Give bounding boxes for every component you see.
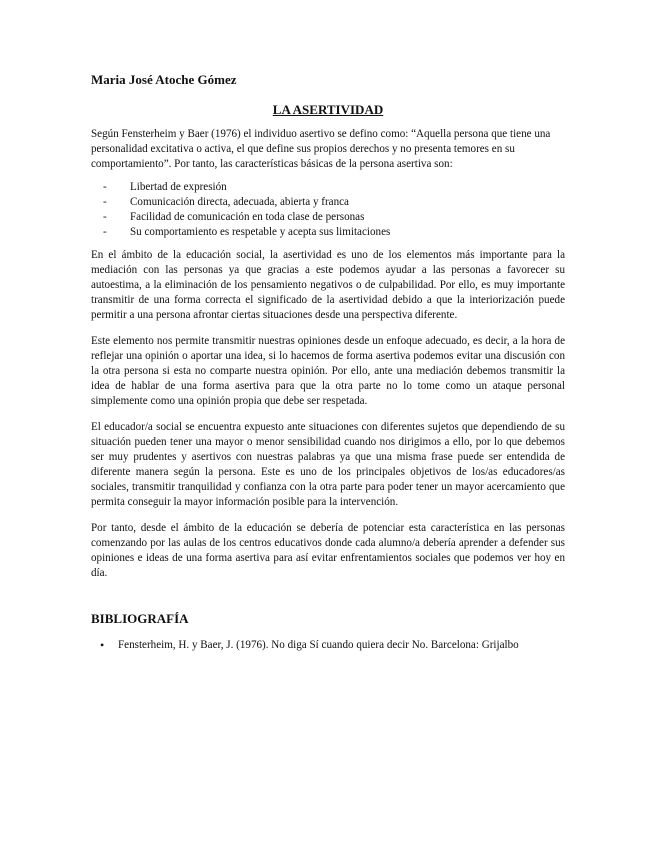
- document-title: LA ASERTIVIDAD: [272, 102, 384, 117]
- body-paragraph: El educador/a social se encuentra expuesto ante situaciones con diferentes sujetos que dependiendo de su situación pueden tener una mayor o menor sensibilidad cuando nos dirigimos a ello, por lo que debemos ser muy prudentes y asertivos con nuestras palabras ya que una misma frase puede ser entendida de diferente manera según la persona. Este es uno de los principales objetivos de los/as educadores/as sociales, transmitir tranquilidad y confianza con la otra parte para poder tener un mayor acercamiento que permita conseguir la mayor información posible para la intervención.: [91, 421, 565, 508]
- author-name: Maria José Atoche Gómez: [91, 72, 237, 87]
- document-page: [91, 71, 565, 653]
- list-item: - Comunicación directa, adecuada, abierta y franca: [91, 195, 565, 210]
- bibliography-list: [91, 638, 565, 653]
- list-item: - Libertad de expresión: [91, 180, 565, 195]
- characteristics-list: [91, 180, 565, 240]
- intro-paragraph: Según Fensterheim y Baer (1976) el individuo asertivo se defino como: “Aquella persona que tiene una personalidad excitativa o activa, el que define sus propios derechos y no presenta temores en su comportamiento”. Por tanto, las características básicas de la persona asertiva son:: [91, 128, 551, 170]
- body-paragraph: Este elemento nos permite transmitir nuestras opiniones desde un enfoque adecuado, es decir, a la hora de reflejar una opinión o aportar una idea, si lo hacemos de forma asertiva podemos evitar una discusión con la otra persona si esta no comparte nuestra opinión. Por ello, ante una mediación debemos transmitir la idea de hablar de una forma asertiva para que la otra parte no lo tome como un ataque personal simplemente como una opinión propia que debe ser respetada.: [91, 335, 565, 407]
- body-paragraph: En el ámbito de la educación social, la asertividad es uno de los elementos más importante para la mediación con las personas ya que gracias a este podemos ayudar a las personas a favorecer su autoestima, a la eliminación de los pensamiento negativos o de culpabilidad. Por ello, es muy importante transmitir de una forma correcta el significado de la asertividad debido a que la interiorización puede permitir a una persona afrontar ciertas situaciones desde una perspectiva diferente.: [91, 249, 565, 321]
- body-paragraph: Por tanto, desde el ámbito de la educación se debería de potenciar esta característica en las personas comenzando por las aulas de los centros educativos donde cada alumno/a debería aprender a defender sus opiniones e ideas de una forma asertiva para así evitar enfrentamientos sociales que podemos ver hoy en día.: [91, 522, 565, 579]
- list-item: - Su comportamiento es respetable y acepta sus limitaciones: [91, 225, 565, 240]
- bibliography-entry: • Fensterheim, H. y Baer, J. (1976). No diga Sí cuando quiera decir No. Barcelona: Grijalbo: [91, 638, 565, 653]
- bibliography-heading: BIBLIOGRAFÍA: [91, 611, 189, 626]
- list-item: - Facilidad de comunicación en toda clase de personas: [91, 210, 565, 225]
